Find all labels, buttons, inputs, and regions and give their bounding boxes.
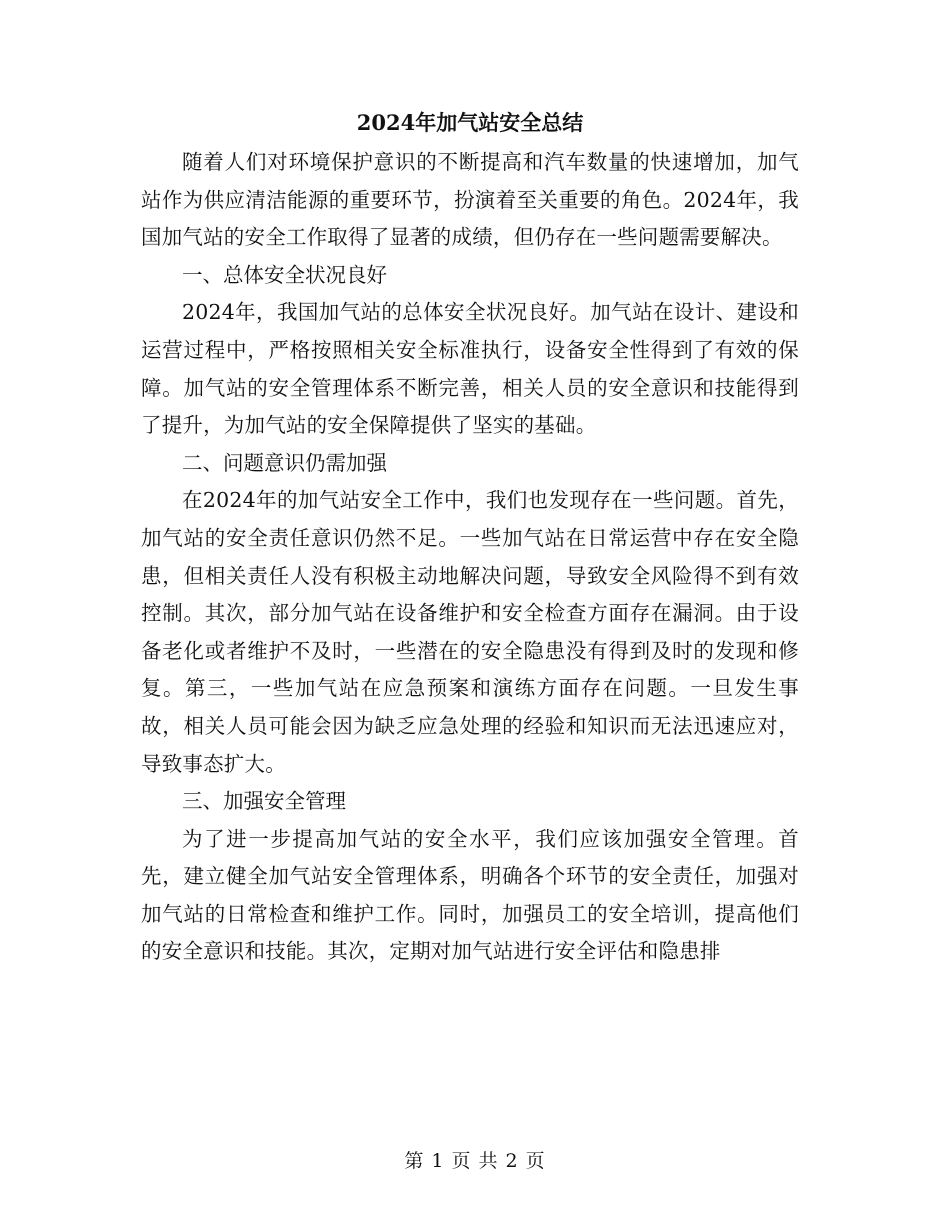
page-footer: 第 1 页 共 2 页 [404,1150,546,1172]
section-1-body: 2024年，我国加气站的总体安全状况良好。加气站在设计、建设和运营过程中，严格按照相关安全标准执行，设备安全性得到了有效的保障。加气站的安全管理体系不断完善，相关人员的安全意识和技能得到了提升，为加气站的安全保障提供了坚实的基础。 [141,300,799,438]
document-title: 2024年加气站安全总结 [356,110,584,135]
section-1-heading: 一、总体安全状况良好 [182,262,387,287]
document-content [141,104,799,971]
section-2-body: 在2024年的加气站安全工作中，我们也发现存在一些问题。首先，加气站的安全责任意识仍然不足。一些加气站在日常运营中存在安全隐患，但相关责任人没有积极主动地解决问题，导致安全风险得不到有效控制。其次，部分加气站在设备维护和安全检查方面存在漏洞。由于设备老化或者维护不及时，一些潜在的安全隐患没有得到及时的发现和修复。第三，一些加气站在应急预案和演练方面存在问题。一旦发生事故，相关人员可能会因为缺乏应急处理的经验和知识而无法迅速应对，导致事态扩大。 [141,488,799,776]
section-3-body: 为了进一步提高加气站的安全水平，我们应该加强安全管理。首先，建立健全加气站安全管理体系，明确各个环节的安全责任，加强对加气站的日常检查和维护工作。同时，加强员工的安全培训，提高他们的安全意识和技能。其次，定期对加气站进行安全评估和隐患排 [141,826,799,964]
section-2-heading: 二、问题意识仍需加强 [182,450,387,475]
section-3-heading: 三、加强安全管理 [182,789,346,814]
intro-paragraph: 随着人们对环境保护意识的不断提高和汽车数量的快速增加，加气站作为供应清洁能源的重要环节，扮演着至关重要的角色。2024年，我国加气站的安全工作取得了显著的成绩，但仍存在一些问题需要解决。 [141,150,799,250]
